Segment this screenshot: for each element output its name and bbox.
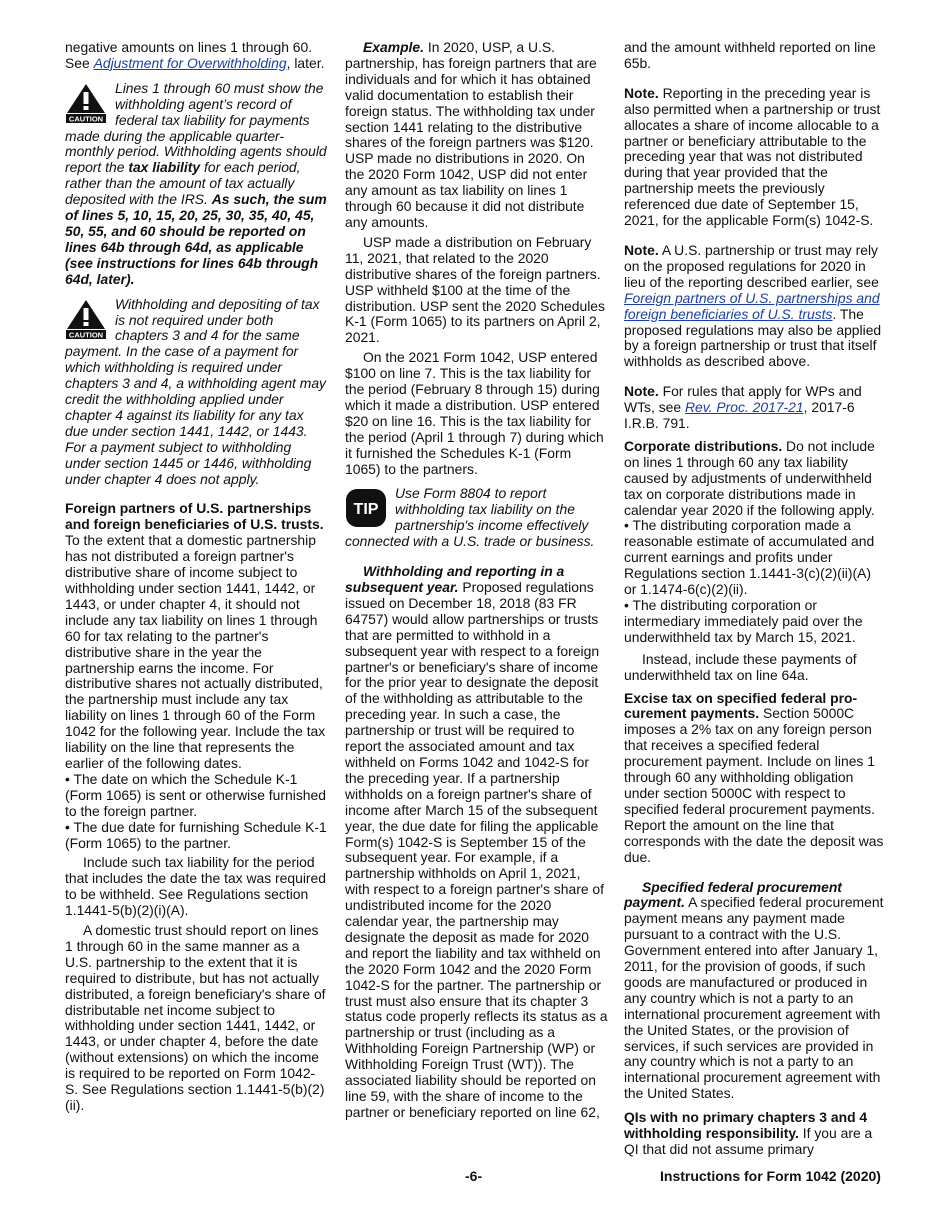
caution-callout-1	[65, 81, 327, 288]
qi-paragraph: QIs with no primary chapters 3 and 4 withholding responsibility. If you are a QI that did not assume primary	[624, 1109, 873, 1157]
subsequent-year-paragraph: Withholding and reporting in a subsequent year. Proposed regulations issued on December 18, 2018 (83 FR 64757) would allow partnerships or trusts that are permitted to withhold in a subsequent year with respect to a foreign partner's or beneficiary's share of income for the prior year to designate the deposit of the withholding as attributable to the preceding year. In such a case, the partnership or trust will be required to report the associated amount and tax withheld on Forms 1042 and 1042-S for the preceding year. If a partnership withholds on a foreign partner's share of income after March 15 of the subsequent year, the due date for filing the applicable Form(s) 1042-S is September 15 of the subsequent year. For example, if a partnership withholds on April 1, 2021, with respect to a foreign partner's share of undistributed income for the 2020 calendar year, the partnership may designate the deposit as made for 2020 and report the liability and tax withheld on the 2020 Form 1042 and the 2020 Form 1042-S for the partner. The partnership or trust must also ensure that its chapter 3 status code properly reflects its status as a partnership or trust (including as a Withholding Foreign Partnership (WP) or Withholding Foreign Trust (WT)). The associated liability should be reported on line 59, with the share of income to the partner or beneficiary reported on line 62,	[345, 563, 608, 1120]
example-paragraph: Example. In 2020, USP, a U.S. partnership, has foreign partners that are individuals and for which it has obtained valid documentation to establish their foreign status. The withholding tax under section 1441 relating to the distributive shares of the foreign partners was $120. USP made no distributions in 2020. On the 2020 Form 1042, USP did not enter any amount as tax liability on lines 1 through 60 because it did not distribute any amounts.	[345, 39, 597, 230]
note-label: Note.	[624, 241, 659, 258]
foreign-partners-heading: Foreign partners of U.S. partnerships and foreign beneficiaries of U.S. trusts.	[65, 500, 324, 533]
excise-tax-heading: Excise tax on specified federal pro-curement payments.	[624, 689, 858, 722]
corp-bullet-2: • The distributing corporation or intermediary immediately paid over the underwithheld tax by March 15, 2021.	[624, 597, 863, 645]
form-2021-paragraph: On the 2021 Form 1042, USP entered $100 on line 7. This is the tax liability for the period (February 8 through 15) during which it made a distribution. USP entered $20 on line 16. This is the tax liability for the period (April 1 through 7) during which it furnished the Schedules K-1 (Form 1065) to the partners.	[345, 349, 604, 477]
note-2-paragraph: Note. A U.S. partnership or trust may rely on the proposed regulations for 2020 in lieu of the reporting described earlier, see Foreign partners of U.S. partnerships and foreign beneficiaries of U.S. trusts. The proposed regulations may also be applied by a foreign partnership or trust that itself withholds as described above.	[624, 241, 882, 370]
example-label: Example.	[363, 39, 424, 55]
overwithholding-paragraph: negative amounts on lines 1 through 60. See Adjustment for Overwithholding, later.	[65, 39, 325, 71]
adjustment-overwithholding-link[interactable]: Adjustment for Overwithholding	[93, 54, 287, 71]
note-label: Note.	[624, 84, 659, 101]
bullet-due-date: • The due date for furnishing Schedule K-1 (Form 1065) to the partner.	[65, 818, 327, 851]
corporate-distributions-paragraph: Corporate distributions. Do not include on lines 1 through 60 any tax liability caused by adjustments of underwithheld tax on corporate distributions made in calendar year 2020 if the following apply.	[624, 437, 875, 518]
note-1-paragraph: Note. Reporting in the preceding year is also permitted when a partnership or trust allocates a share of income allocable to a partner or beneficiary attributable to the preceding year that was not distributed during that year provided that the partnership meets the previously referenced due date of September 15, 2021, for the applicable Form(s) 1042-S.	[624, 84, 881, 229]
domestic-trust-paragraph: A domestic trust should report on lines 1 through 60 in the same manner as a U.S. partnership to the extent that it is required to distribute, but has not actually distributed, a foreign beneficiary's share of distributable net income subject to withholding under section 1441, 1442, or 1443, or under chapter 4, before the date (without extensions) on which the income is required to be reported on Form 1042-S. See Regulations section 1.1441-5(b)(2)(ii).	[65, 922, 326, 1113]
corp-bullet-1: • The distributing corporation made a reasonable estimate of accumulated and current earnings and profits under Regulations section 1.1441-3(c)(2)(ii)(A) or 1.1474-6(c)(2)(ii).	[624, 517, 875, 598]
column-3	[624, 40, 886, 1158]
caution-label: CAUTION	[68, 330, 104, 339]
caution-label: CAUTION	[68, 114, 104, 123]
continued-text: and the amount withheld reported on line 65b.	[624, 39, 876, 71]
subsequent-year-heading: Withholding and reporting in a subsequent year.	[345, 563, 565, 595]
note-label: Note.	[624, 383, 659, 400]
foreign-partners-paragraph: Foreign partners of U.S. partnerships and foreign beneficiaries of U.S. trusts. To the extent that a domestic partnership has not distributed a foreign partner's distributive share of income subject to withholding under section 1441, 1442, or 1443, or under chapter 4, it should not include any tax liability on lines 1 through 60 for tax relating to the partner's distributive share in the year the partnership earns the income. For distributive shares not actually distributed, the partnership must include any tax liability on lines 1 through 60 of the Form 1042 for the following year. Include the tax liability on the line that represents the earlier of the following dates.	[65, 500, 326, 771]
column-2	[345, 40, 608, 1121]
page-number: -6-	[465, 1168, 483, 1184]
instead-paragraph: Instead, include these payments of underwithheld tax on line 64a.	[624, 650, 857, 683]
excise-tax-paragraph: Excise tax on specified federal pro-curement payments. Section 5000C imposes a 2% tax on any foreign person that receives a specified federal procurement payment. Include on lines 1 through 60 any withholding obligation under section 5000C with respect to specified federal procurement payments. Report the amount on the line that corresponds with the date the deposit was due.	[624, 689, 884, 865]
corporate-distributions-heading: Corporate distributions.	[624, 437, 783, 454]
bullet-schedule-k1-sent: • The date on which the Schedule K-1 (Form 1065) is sent or otherwise furnished to the foreign partner.	[65, 770, 326, 819]
foreign-partners-link[interactable]: Foreign partners of U.S. partnerships and foreign beneficiaries of U.S. trusts	[624, 289, 880, 322]
specified-procurement-paragraph: Specified federal procurement payment. A specified federal procurement payment means any payment made pursuant to a contract with the U.S. Government entered into after January 1, 2011, for the provision of goods, if such goods are manufactured or produced in any country which is not a party to an international procurement agreement with the United States, or the provision of services, if such services are provided in any country which is not a party to an international procurement agreement with the United States.	[624, 878, 884, 1102]
usp-distribution-paragraph: USP made a distribution on February 11, 2021, that related to the 2020 distributive shares of the foreign partners. USP withheld $100 at the time of the distribution. USP sent the 2020 Schedules K-1 (Form 1065) to its partners on April 2, 2021.	[345, 233, 605, 346]
note-3-paragraph: Note. For rules that apply for WPs and WTs, see Rev. Proc. 2017-21, 2017-6 I.R.B. 791.	[624, 383, 862, 432]
caution-icon	[65, 83, 107, 123]
caution-text-2: Withholding and depositing of tax is not required under both chapters 3 and 4 for the same payment. In the case of a payment for which withholding is required under chapters 3 and 4, a withholding agent may credit the withholding applied under chapter 4 against its liability for any tax due under section 1441, 1442, or 1443. For a payment subject to withholding under section 1445 or 1446, withholding under chapter 4 does not apply.	[65, 295, 327, 487]
footer-title: Instructions for Form 1042 (2020)	[660, 1168, 881, 1184]
specified-procurement-heading: Specified federal procurement payment.	[624, 878, 842, 911]
qi-heading: QIs with no primary chapters 3 and 4 withholding responsibility.	[624, 1109, 868, 1142]
column-1	[65, 40, 327, 1114]
include-liability-paragraph: Include such tax liability for the period that includes the date the tax was required to be withheld. See Regulations section 1.1441-5(b)(2)(i)(A).	[65, 854, 326, 919]
rev-proc-link[interactable]: Rev. Proc. 2017-21	[684, 399, 804, 416]
tip-icon	[345, 488, 387, 528]
caution-callout-2	[65, 297, 327, 488]
tip-label: TIP	[353, 501, 379, 519]
tip-callout	[345, 486, 608, 550]
caution-icon	[65, 299, 107, 339]
caution-text-1: Lines 1 through 60 must show the withholding agent’s record of federal tax liability for payments made during the applicable quarter-monthly period. Withholding agents should report the tax liability for each period, rather than the amount of tax actually deposited with the IRS. As such, the sum of lines 5, 10, 15, 20, 25, 30, 35, 40, 45, 50, 55, and 60 should be reported on lines 64b through 64d, as applicable (see instructions for lines 64b through 64d, later).	[65, 79, 327, 287]
tip-text: Use Form 8804 to report withholding tax liability on the partnership's income effectively connected with a U.S. trade or business.	[345, 485, 595, 550]
